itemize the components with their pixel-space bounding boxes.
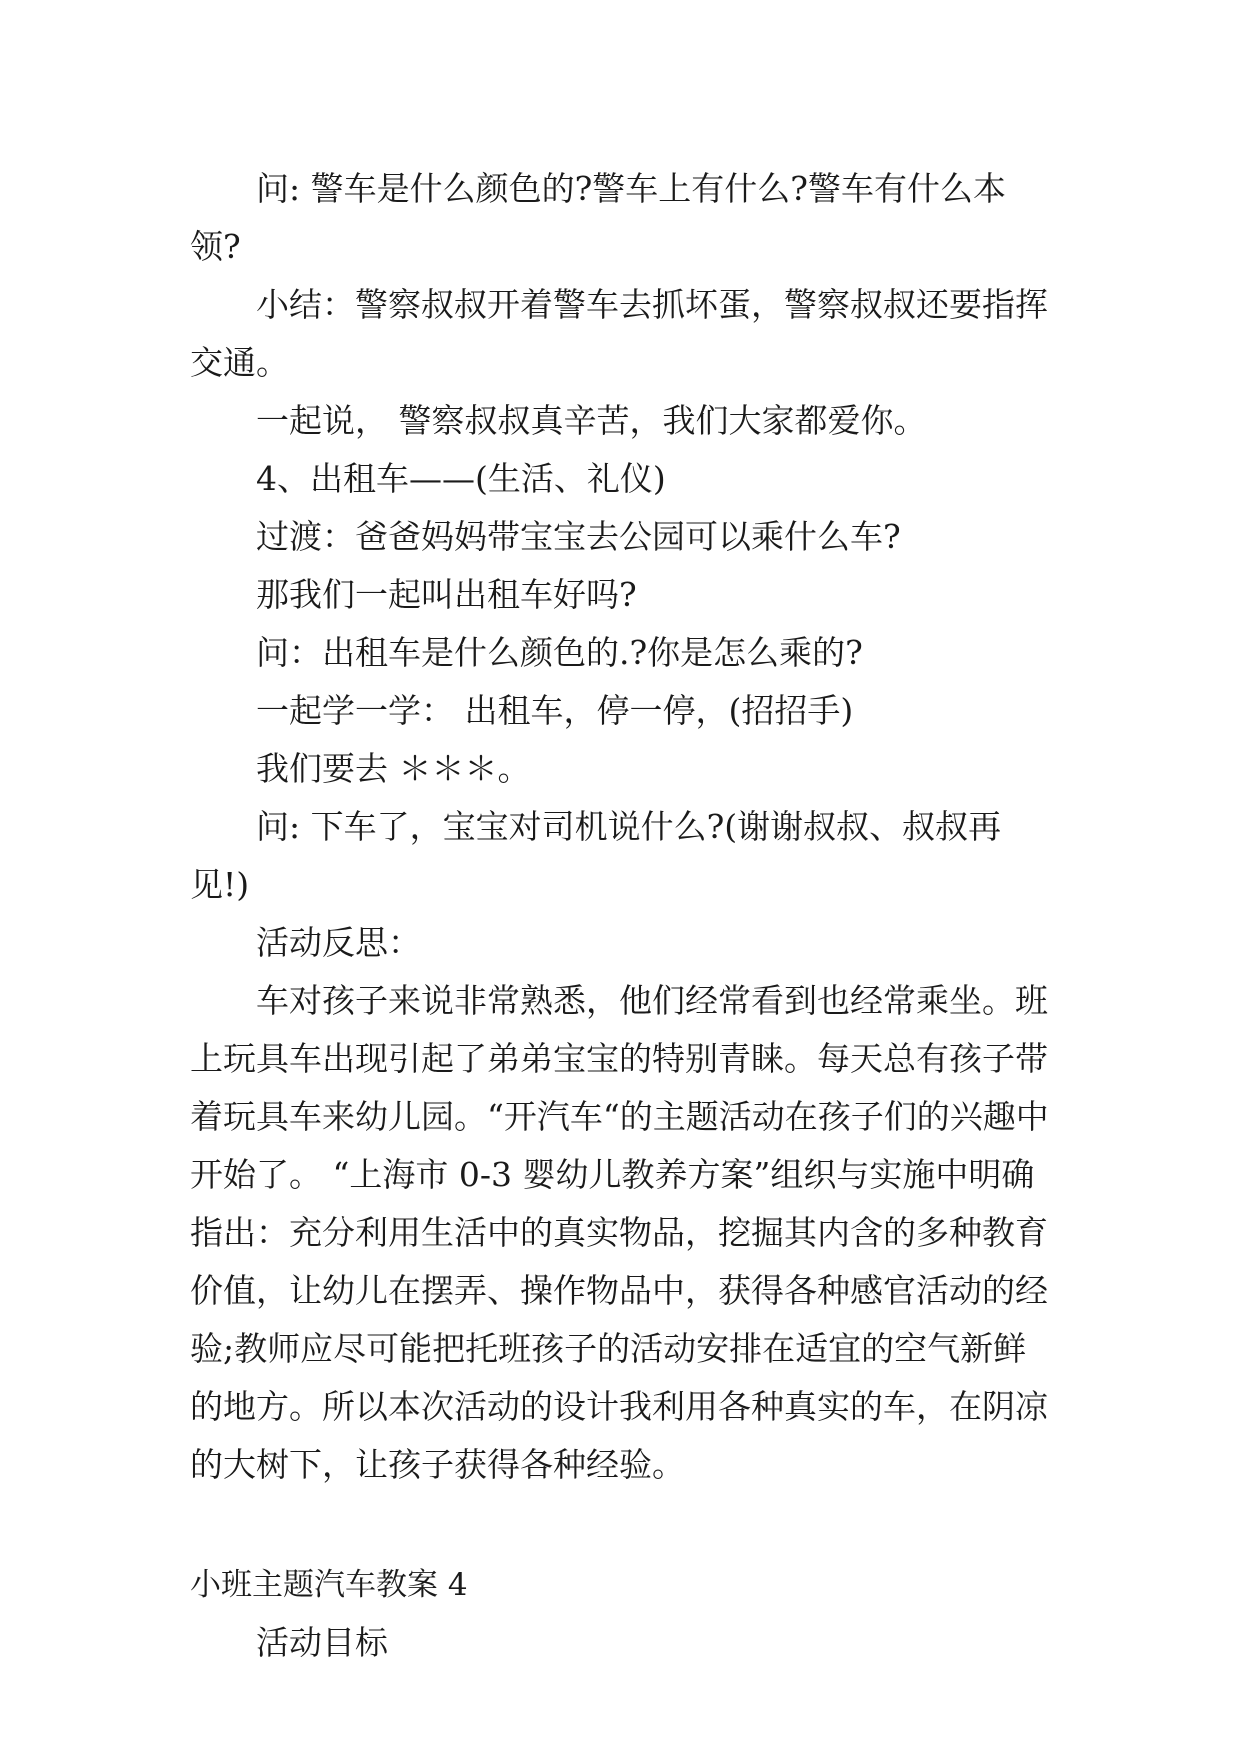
paragraph-question-police-car: 问: 警车是什么颜色的?警车上有什么?警车有什么本领? (190, 169, 1006, 266)
paragraph-question-taxi: 问：出租车是什么颜色的.?你是怎么乘的? (256, 633, 863, 672)
section-first-line: 活动目标 (256, 1623, 388, 1662)
paragraph-say-together: 一起说， 警察叔叔真辛苦，我们大家都爱你。 (256, 401, 927, 440)
paragraph-reflection-body: 车对孩子来说非常熟悉，他们经常看到也经常乘坐。班上玩具车出现引起了弟弟宝宝的特别青睐。每天总有孩子带着玩具车来幼儿园。“开汽车“的主题活动在孩子们的兴趣中开始了。 “上海市 0-3 婴幼儿教养方案”组织与实施中明确指出：充分利用生活中的真实物品，挖掘其内含的多种教育价值，让幼儿在摆弄、操作物品中，获得各种感官活动的经验;教师应尽可能把托班孩子的活动安排在适宜的空气新鲜的地方。所以本次活动的设计我利用各种真实的车，在阴凉的大树下，让孩子获得各种经验。 (190, 981, 1049, 1484)
paragraph-question-driver: 问: 下车了，宝宝对司机说什么?(谢谢叔叔、叔叔再见!) (190, 807, 1002, 904)
paragraph-call-taxi: 那我们一起叫出租车好吗? (256, 575, 637, 614)
paragraph-reflection-label: 活动反思： (256, 923, 421, 962)
paragraph-taxi-heading: 4、出租车——(生活、礼仪) (256, 459, 666, 498)
paragraph-transition: 过渡：爸爸妈妈带宝宝去公园可以乘什么车? (256, 517, 901, 556)
section-title: 小班主题汽车教案 4 (190, 1567, 468, 1603)
paragraph-summary-police: 小结：警察叔叔开着警车去抓坏蛋，警察叔叔还要指挥交通。 (190, 285, 1048, 382)
document-page (190, 160, 1050, 1672)
paragraph-learn-together: 一起学一学： 出租车，停一停，(招招手) (256, 691, 854, 730)
paragraph-destination: 我们要去 ＊＊＊。 (256, 749, 531, 788)
